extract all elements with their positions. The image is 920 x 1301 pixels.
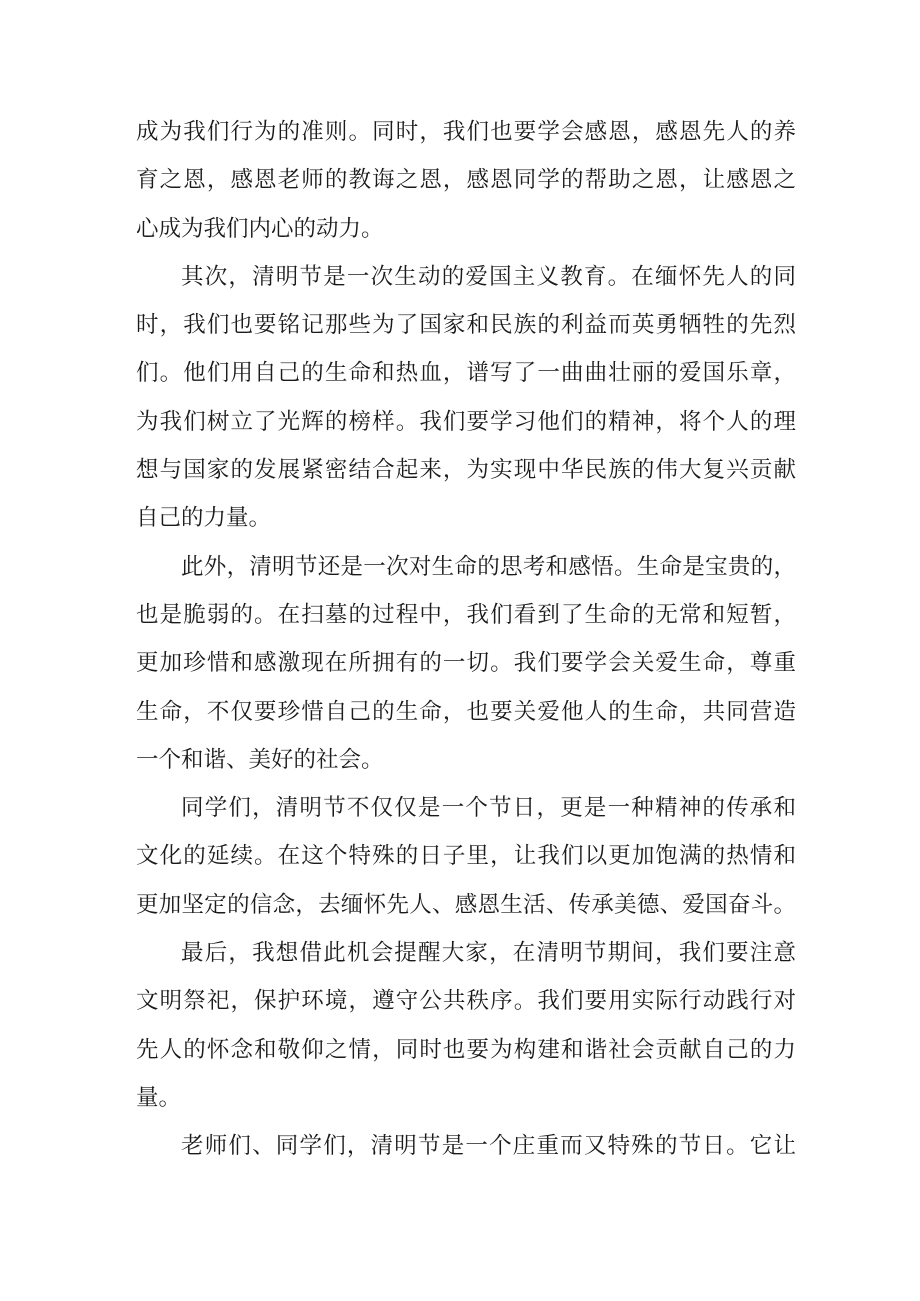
paragraph-start-line: 同学们，清明节不仅仅是一个节日，更是一种精神的传承和 xyxy=(181,795,796,822)
text-line: 更加珍惜和感激现在所拥有的一切。我们要学会关爱生命，尊重 xyxy=(136,650,796,677)
text-line: 想与国家的发展紧密结合起来，为实现中华民族的伟大复兴贡献 xyxy=(136,457,796,484)
text-line: 更加坚定的信念，去缅怀先人、感恩生活、传承美德、爱国奋斗。 xyxy=(136,891,796,918)
text-line: 时，我们也要铭记那些为了国家和民族的利益而英勇牺牲的先烈 xyxy=(136,312,796,339)
text-line: 育之恩，感恩老师的教诲之恩，感恩同学的帮助之恩，让感恩之 xyxy=(136,167,796,194)
text-line: 们。他们用自己的生命和热血，谱写了一曲曲壮丽的爱国乐章， xyxy=(136,360,796,387)
paragraph-start-line: 老师们、同学们，清明节是一个庄重而又特殊的节日。它让 xyxy=(181,1133,796,1160)
text-line: 生命，不仅要珍惜自己的生命，也要关爱他人的生命，共同营造 xyxy=(136,698,796,725)
paragraph-start-line: 其次，清明节是一次生动的爱国主义教育。在缅怀先人的同 xyxy=(181,263,796,290)
text-line: 也是脆弱的。在扫墓的过程中，我们看到了生命的无常和短暂， xyxy=(136,601,796,628)
paragraph-start-line: 此外，清明节还是一次对生命的思考和感悟。生命是宝贵的， xyxy=(181,553,796,580)
text-line: 先人的怀念和敬仰之情，同时也要为构建和谐社会贡献自己的力 xyxy=(136,1036,796,1063)
paragraph-start-line: 最后，我想借此机会提醒大家，在清明节期间，我们要注意 xyxy=(181,940,796,967)
text-line: 成为我们行为的准则。同时，我们也要学会感恩，感恩先人的养 xyxy=(136,119,796,145)
text-line: 一个和谐、美好的社会。 xyxy=(136,746,384,773)
text-line: 自己的力量。 xyxy=(136,505,272,532)
text-line: 心成为我们内心的动力。 xyxy=(136,215,384,242)
text-line: 文化的延续。在这个特殊的日子里，让我们以更加饱满的热情和 xyxy=(136,843,796,870)
text-line: 量。 xyxy=(136,1084,182,1111)
text-line: 文明祭祀，保护环境，遵守公共秩序。我们要用实际行动践行对 xyxy=(136,988,796,1015)
text-line: 为我们树立了光辉的榜样。我们要学习他们的精神，将个人的理 xyxy=(136,408,796,435)
document-body xyxy=(136,108,796,1171)
